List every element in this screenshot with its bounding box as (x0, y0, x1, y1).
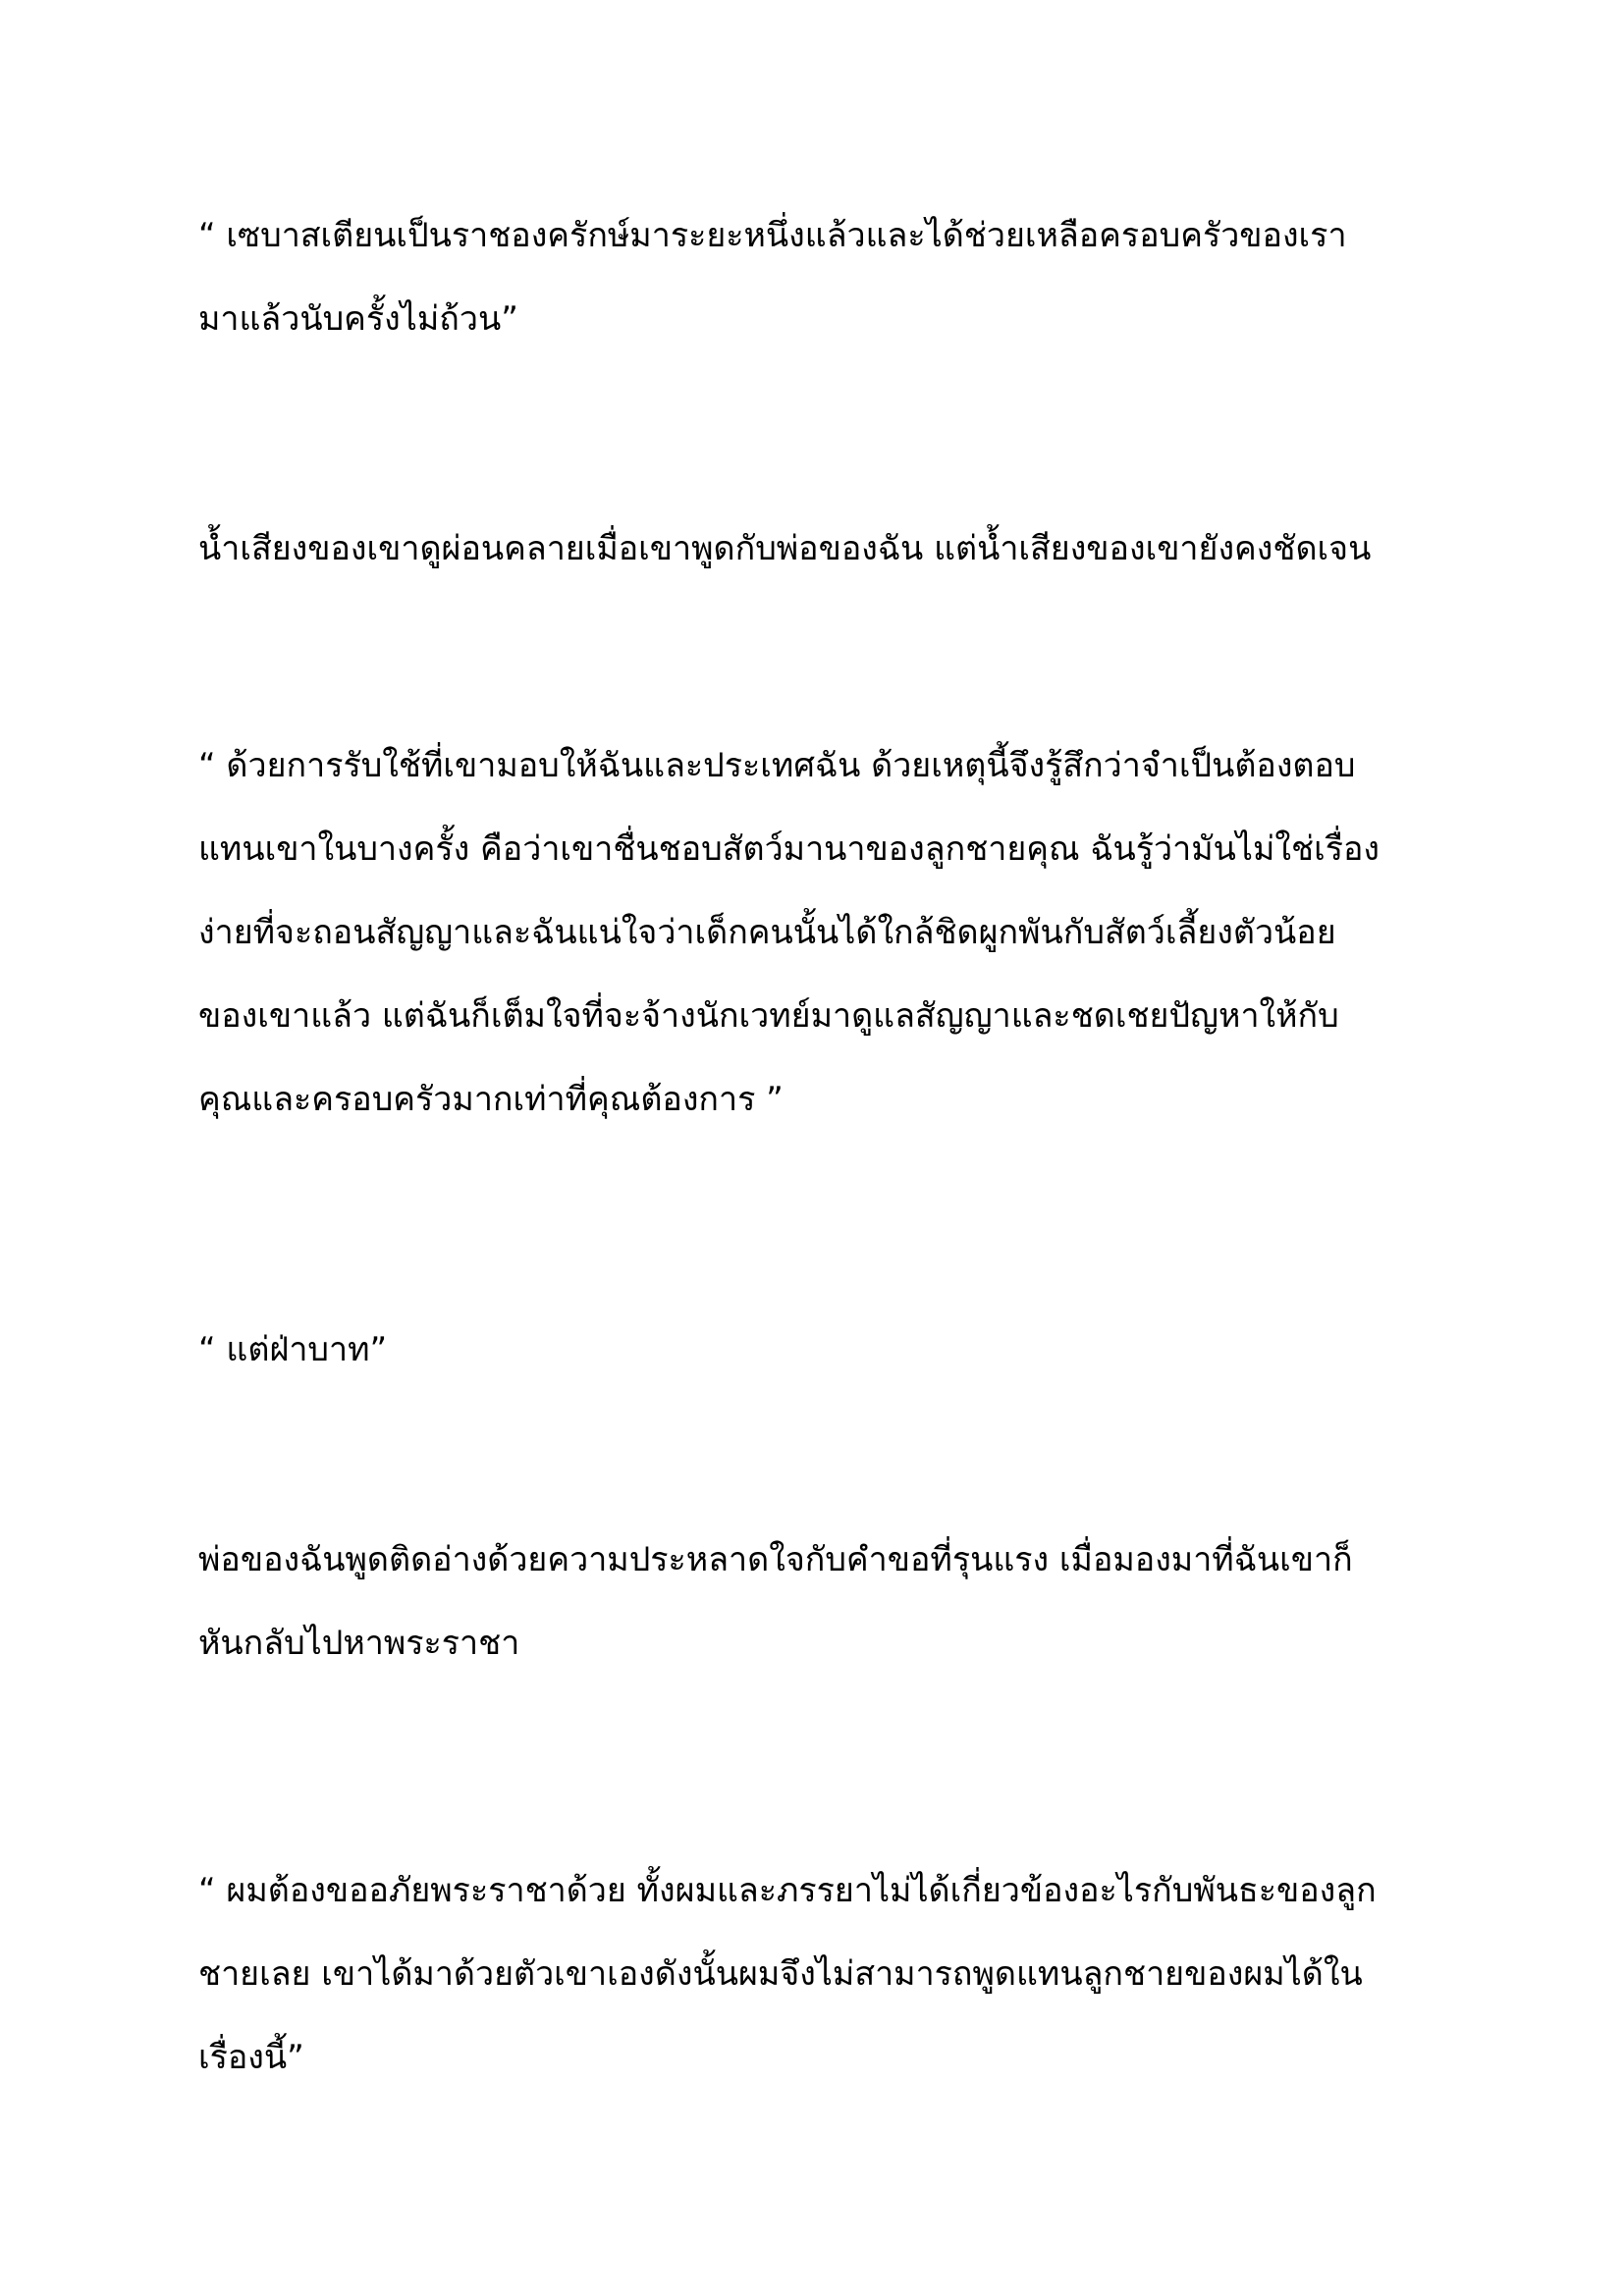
paragraph-1-quote: “ เซบาสเตียนเป็นราชองครักษ์มาระยะหนึ่งแล้วและได้ช่วยเหลือครอบครัวของเรา มาแล้วนับครั้งไม่ถ้วน” (198, 216, 1347, 339)
paragraph-2-narration: น้ำเสียงของเขาดูผ่อนคลายเมื่อเขาพูดกับพ่อของฉัน แต่น้ำเสียงของเขายังคงชัดเจน (198, 529, 1372, 568)
paragraph-5-narration: พ่อของฉันพูดติดอ่างด้วยความประหลาดใจกับคำขอที่รุนแรง เมื่อมองมาที่ฉันเขาก็ หันกลับไปหาพระราชา (198, 1540, 1353, 1663)
paragraph-4-quote: “ แต่ฝ่าบาท” (198, 1330, 388, 1369)
paragraph-3-quote: “ ด้วยการรับใช้ที่เขามอบให้ฉันและประเทศฉัน ด้วยเหตุนี้จึงรู้สึกว่าจำเป็นต้องตอบ แทนเขาในบางครั้ง คือว่าเขาชื่นชอบสัตว์มานาของลูกชายคุณ ฉันรู้ว่ามันไม่ใช่เรื่อง ง่ายที่จะถอนสัญญาและฉันแน่ใจว่าเด็กคนนั้นได้ใกล้ชิดผูกพันกับสัตว์เลี้ยงตัวน้อย ของเขาแล้ว แต่ฉันก็เต็มใจที่จะจ้างนักเวทย์มาดูแลสัญญาและชดเชยปัญหาให้กับ คุณและครอบครัวมากเท่าที่คุณต้องการ ” (198, 746, 1380, 1119)
paragraph-6-quote: “ ผมต้องขออภัยพระราชาด้วย ทั้งผมและภรรยาไม่ได้เกี่ยวข้องอะไรกับพันธะของลูก ชายเลย เขาได้มาด้วยตัวเขาเองดังนั้นผมจึงไม่สามารถพูดแทนลูกชายของผมได้ใน เรื่องนี้” (198, 1871, 1377, 2077)
